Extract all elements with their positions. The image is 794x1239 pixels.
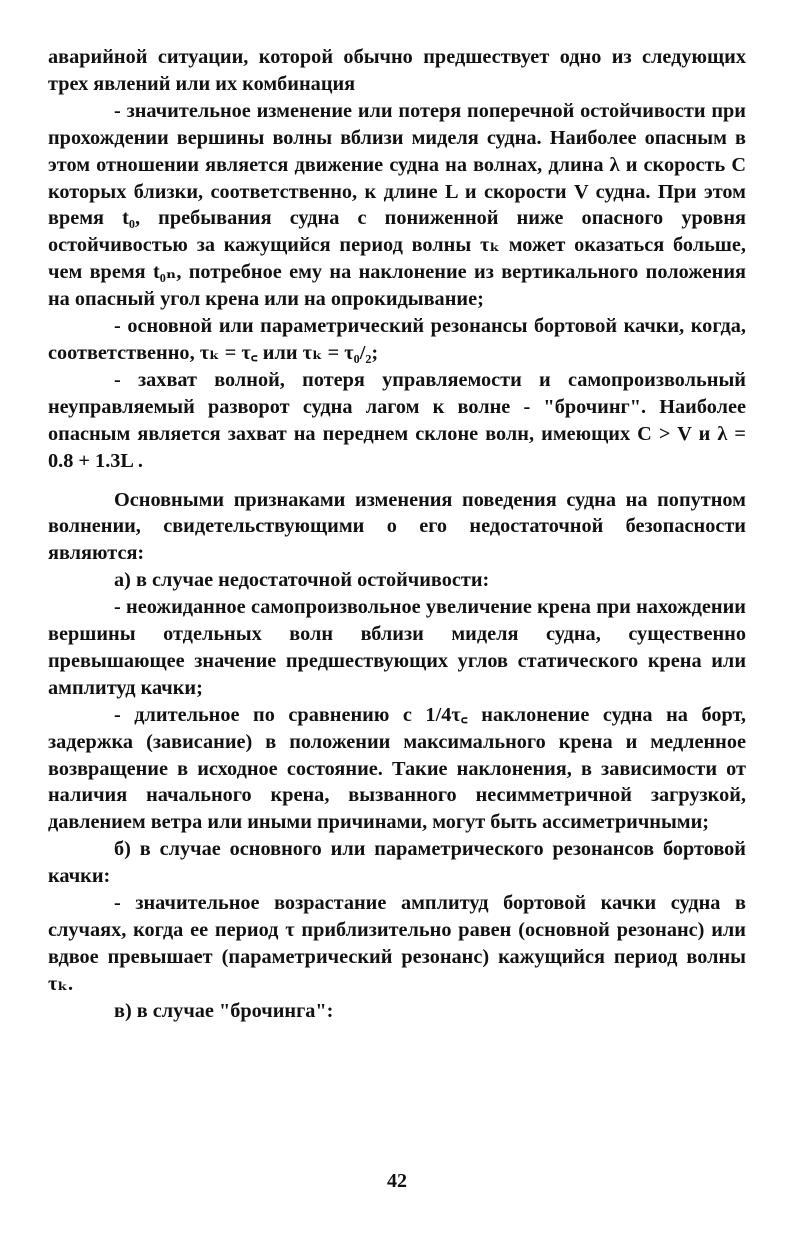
paragraph-case-a: а) в случае недостаточной остойчивости: (114, 569, 490, 592)
paragraph-case-c: в) в случае "брочинга": (114, 999, 334, 1022)
paragraph-case-b: б) в случае основного или параметрического резонансов бортовой качки: (48, 838, 746, 888)
paragraph-broaching: - захват волной, потеря управляемости и самопроизвольный неуправляемый разворот судна лагом к волне - "брочинг". Наиболее опасным является захват на переднем склоне волн, имеющих C > V и λ = 0.8 + 1.3L . (48, 368, 746, 472)
page-number: 42 (387, 1170, 407, 1192)
paragraph-intro: аварийной ситуации, которой обычно предшествует одно из следующих трех явлений или их комбинация (48, 46, 746, 95)
paragraph-unexpected-heel: - неожиданное самопроизвольное увеличение крена при нахождении вершины отдельных волн вблизи миделя судна, существенно превышающее значение предшествующих углов статического крена или амплитуд качки; (48, 596, 746, 699)
paragraph-signs: Основными признаками изменения поведения судна на попутном волнении, свидетельствующими о его недостаточной безопасности являются: (48, 488, 746, 565)
paragraph-long-heel: - длительное по сравнению с 1/4τ꜀ наклонение судна на борт, задержка (зависание) в положении максимального крена и медленное возвращение в исходное состояние. Такие наклонения, в зависимости от наличия начального крена, вызванного несимметричной загрузкой, давлением ветра или иными причинами, могут быть ассиметричными; (48, 703, 746, 834)
paragraph-stability-loss: - значительное изменение или потеря поперечной остойчивости при прохождении вершины волны вблизи миделя судна. Наиболее опасным в этом отношении является движение судна на волнах, длина λ и скорость C которых близки, соответственно, к длине L и скорости V судна. При этом время t₀, пребывания судна с пониженной ниже опасного уровня остойчивостью за кажущийся период волны τₖ может оказаться больше, чем время t₀ₙ, потребное ему на наклонение из вертикального положения на опасный угол крена или на опрокидывание; (48, 99, 746, 311)
page-body (48, 44, 746, 1025)
paragraph-amplitude-growth: - значительное возрастание амплитуд бортовой качки судна в случаях, когда ее период τ приблизительно равен (основной резонанс) или вдвое превышает (параметрический резонанс) кажущийся период волны τₖ. (48, 892, 746, 995)
paragraph-gap (48, 475, 746, 487)
paragraph-resonance: - основной или параметрический резонансы бортовой качки, когда, соответственно, τₖ = τ꜀ или τₖ = τ₀/₂; (48, 315, 746, 364)
